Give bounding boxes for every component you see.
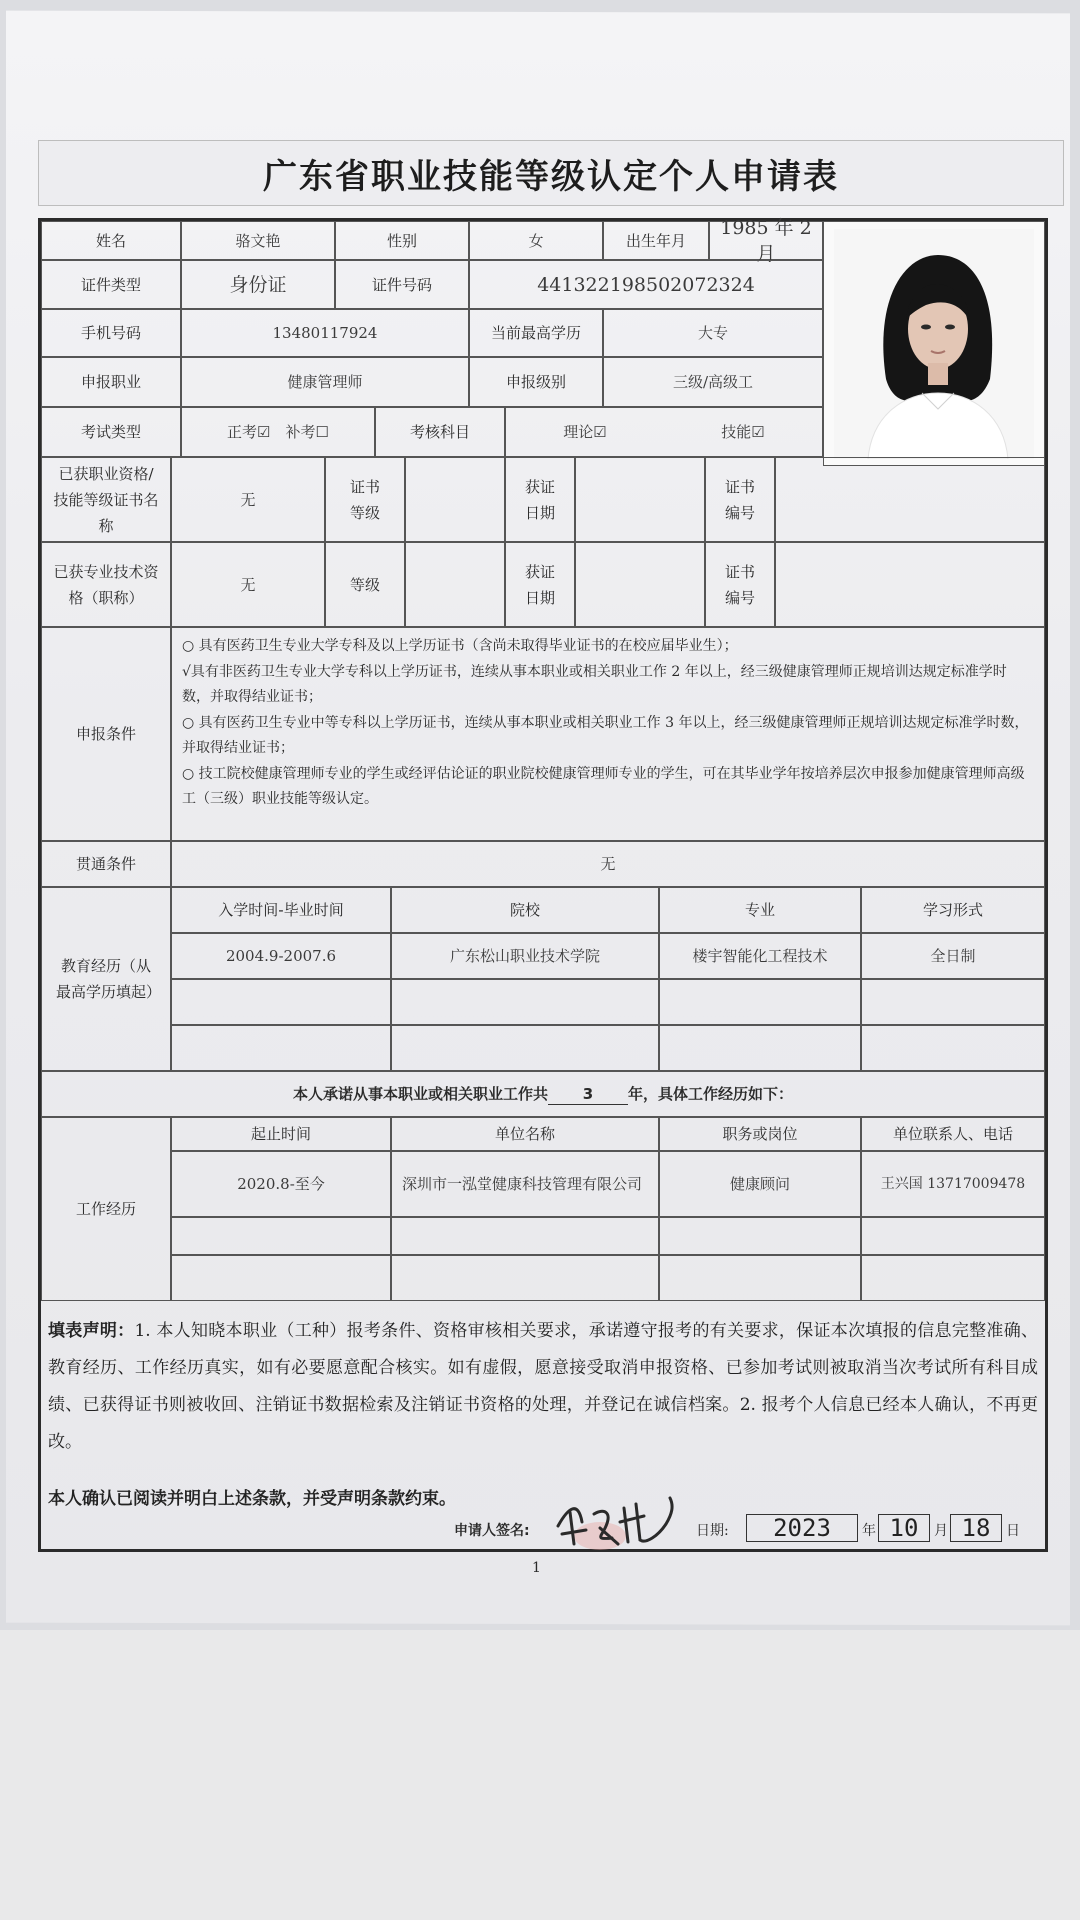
skill-check: 技能☑	[721, 423, 765, 441]
value-cert-level	[405, 457, 505, 542]
value-title-level	[405, 542, 505, 627]
applicant-photo	[823, 221, 1045, 466]
declaration-body: 1. 本人知晓本职业（工种）报考条件、资格审核相关要求，承诺遵守报考的有关要求，保证本次填报的信息完整准确、教育经历、工作经历真实，如有必要愿意配合核实。如有虚假，愿意接受取消申报资格、已参加考试则被取消当次考试所有科目成绩、已获得证书则被收回、注销证书数据检索及注销证书资格的处理，并登记在诚信档案。2. 报考个人信息已经本人确认，不再更改。	[48, 1321, 1039, 1452]
edu-cell	[861, 1025, 1045, 1071]
value-cert-no	[775, 457, 1045, 542]
value-phone: 13480117924	[181, 309, 469, 357]
theory-check: 理论☑	[563, 423, 607, 441]
month-unit: 月	[934, 1523, 948, 1539]
signature-image	[548, 1478, 688, 1558]
page-number: 1	[532, 1560, 541, 1576]
handwritten-signature	[548, 1478, 688, 1562]
commit-suffix: 年，具体工作经历如下：	[628, 1085, 794, 1103]
value-id-type: 身份证	[181, 260, 335, 309]
label-cert-date: 获证日期	[505, 457, 575, 542]
date-day: 18	[950, 1514, 1002, 1542]
signature-label: 申请人签名:	[454, 1523, 530, 1539]
label-title-level: 等级	[325, 542, 405, 627]
edu-header: 学习形式	[861, 887, 1045, 933]
value-birth: 1985 年 2 月	[709, 221, 823, 260]
form-title: 广东省职业技能等级认定个人申请表	[263, 156, 839, 197]
label-through: 贯通条件	[41, 841, 171, 887]
edu-header: 专业	[659, 887, 861, 933]
label-phone: 手机号码	[41, 309, 181, 357]
value-exam-type: 正考☑ 补考☐	[181, 407, 375, 457]
label-exam-type: 考试类型	[41, 407, 181, 457]
value-gender: 女	[469, 221, 603, 260]
conditions-list	[171, 627, 1045, 841]
desk-surface	[0, 1630, 1080, 1920]
label-id-type: 证件类型	[41, 260, 181, 309]
label-education-level: 当前最高学历	[469, 309, 603, 357]
edu-cell	[391, 1025, 659, 1071]
condition-item: √具有非医药卫生专业大学专科以上学历证书，连续从事本职业或相关职业工作 2 年以上，经三级健康管理师正规培训达规定标准学时数，并取得结业证书；	[182, 663, 1007, 705]
work-cell	[861, 1217, 1045, 1255]
portrait-image	[834, 229, 1034, 459]
edu-header: 院校	[391, 887, 659, 933]
commit-prefix: 本人承诺从事本职业或相关职业工作共	[292, 1085, 548, 1103]
label-cert-name: 已获职业资格/技能等级证书名称	[41, 457, 171, 542]
label-cert-level: 证书等级	[325, 457, 405, 542]
label-title-no: 证书编号	[705, 542, 775, 627]
label-cert-no: 证书编号	[705, 457, 775, 542]
work-header: 起止时间	[171, 1117, 391, 1151]
work-cell	[171, 1255, 391, 1301]
work-header: 职务或岗位	[659, 1117, 861, 1151]
edu-cell	[391, 979, 659, 1025]
work-cell: 王兴国 13717009478	[861, 1151, 1045, 1217]
value-name: 骆文艳	[181, 221, 335, 260]
work-cell: 健康顾问	[659, 1151, 861, 1217]
edu-cell	[659, 1025, 861, 1071]
edu-cell	[171, 1025, 391, 1071]
value-title-cert: 无	[171, 542, 325, 627]
label-job: 申报职业	[41, 357, 181, 407]
value-title-no	[775, 542, 1045, 627]
edu-cell	[171, 979, 391, 1025]
commit-years: 3	[548, 1084, 628, 1105]
edu-cell: 楼宇智能化工程技术	[659, 933, 861, 979]
edu-cell: 全日制	[861, 933, 1045, 979]
work-cell	[861, 1255, 1045, 1301]
label-education: 教育经历（从最高学历填起）	[41, 887, 171, 1071]
condition-item: ○ 具有医药卫生专业大学专科及以上学历证书（含尚未取得毕业证书的在校应届毕业生）；	[182, 638, 738, 654]
value-level: 三级/高级工	[603, 357, 823, 407]
work-cell	[659, 1217, 861, 1255]
work-cell: 深圳市一泓堂健康科技管理有限公司	[391, 1151, 659, 1217]
work-cell	[391, 1255, 659, 1301]
date-month: 10	[878, 1514, 930, 1542]
day-unit: 日	[1006, 1523, 1020, 1539]
edu-cell: 2004.9-2007.6	[171, 933, 391, 979]
value-title-date	[575, 542, 705, 627]
work-commitment	[41, 1071, 1045, 1117]
title-box	[38, 140, 1064, 206]
edu-cell	[861, 979, 1045, 1025]
value-subject	[505, 407, 823, 457]
work-cell	[659, 1255, 861, 1301]
label-gender: 性别	[335, 221, 469, 260]
work-cell	[391, 1217, 659, 1255]
work-header: 单位名称	[391, 1117, 659, 1151]
condition-item: ○ 具有医药卫生专业中等专科以上学历证书，连续从事本职业或相关职业工作 3 年以上，经三级健康管理师正规培训达规定标准学时数，并取得结业证书；	[182, 714, 1029, 756]
edu-cell: 广东松山职业技术学院	[391, 933, 659, 979]
year-unit: 年	[862, 1523, 876, 1539]
work-cell	[171, 1217, 391, 1255]
value-job: 健康管理师	[181, 357, 469, 407]
declaration-text	[48, 1313, 1038, 1461]
condition-item: ○ 技工院校健康管理师专业的学生或经评估论证的职业院校健康管理师专业的学生，可在其毕业学年按培养层次申报参加健康管理师高级工（三级）职业技能等级认定。	[182, 765, 1025, 807]
value-cert-name: 无	[171, 457, 325, 542]
value-education-level: 大专	[603, 309, 823, 357]
label-subject: 考核科目	[375, 407, 505, 457]
work-cell: 2020.8-至今	[171, 1151, 391, 1217]
edu-cell	[659, 979, 861, 1025]
work-header: 单位联系人、电话	[861, 1117, 1045, 1151]
edu-header: 入学时间-毕业时间	[171, 887, 391, 933]
label-birth: 出生年月	[603, 221, 709, 260]
label-level: 申报级别	[469, 357, 603, 407]
confirmation-text: 本人确认已阅读并明白上述条款，并受声明条款约束。	[48, 1489, 456, 1509]
label-id-no: 证件号码	[335, 260, 469, 309]
value-id-no: 441322198502072324	[469, 260, 823, 309]
declaration-head: 填表声明：	[48, 1321, 135, 1341]
label-name: 姓名	[41, 221, 181, 260]
value-cert-date	[575, 457, 705, 542]
label-conditions: 申报条件	[41, 627, 171, 841]
date-year: 2023	[746, 1514, 858, 1542]
label-work: 工作经历	[41, 1117, 171, 1301]
date-label: 日期:	[696, 1523, 729, 1539]
label-title-date: 获证日期	[505, 542, 575, 627]
label-title-cert: 已获专业技术资格（职称）	[41, 542, 171, 627]
value-through: 无	[171, 841, 1045, 887]
